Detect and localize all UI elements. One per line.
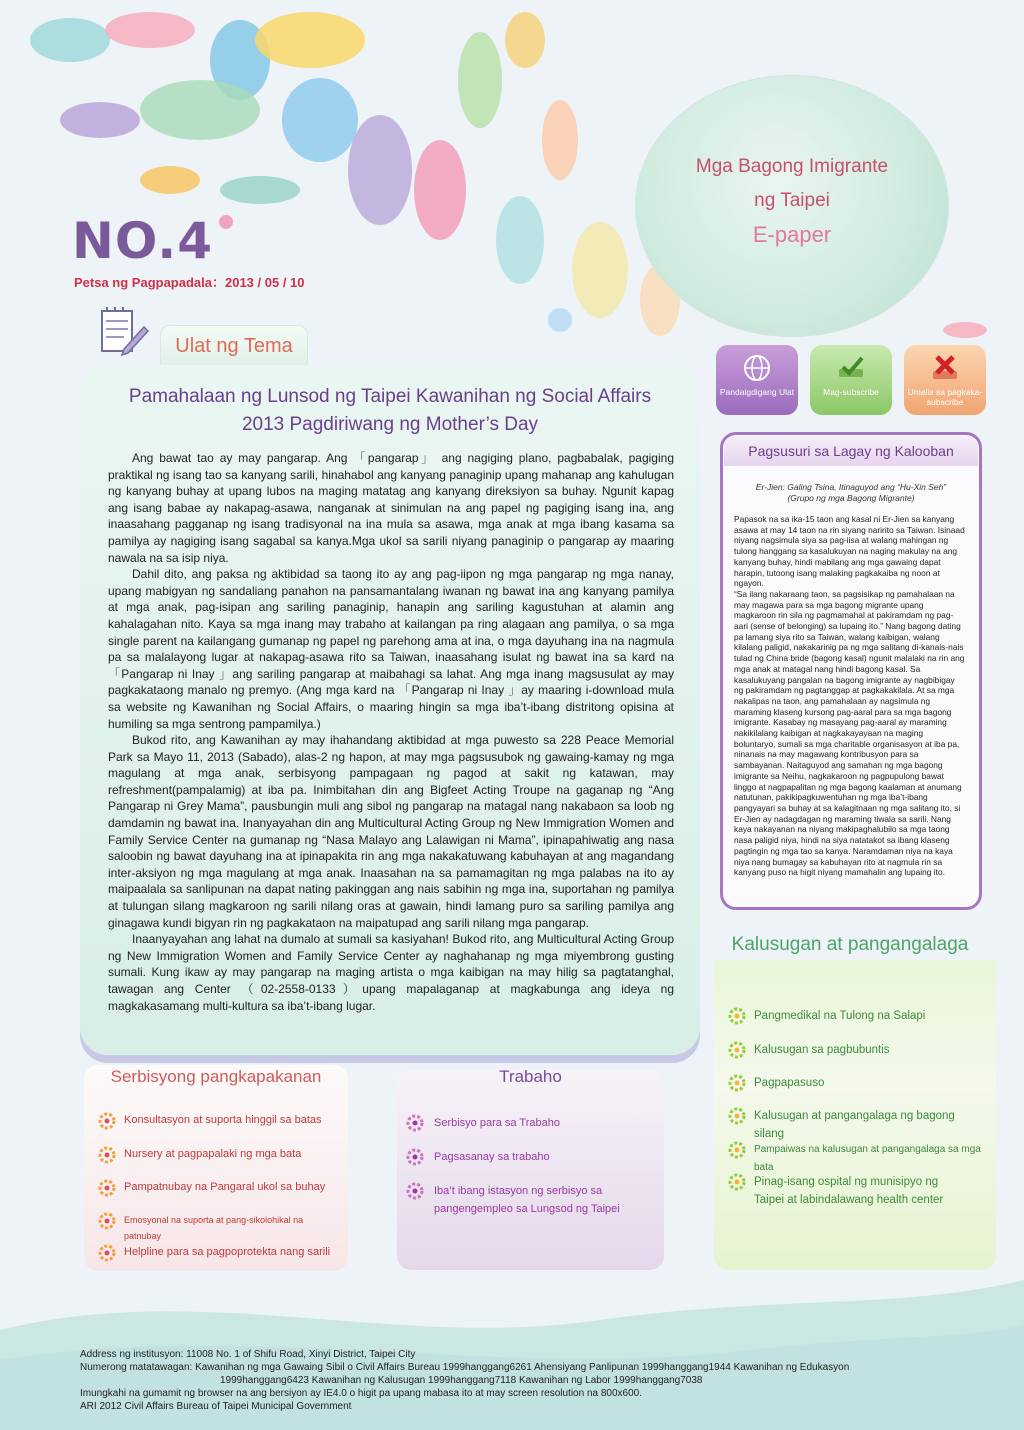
article-title-line2: 2013 Pagdiriwang ng Mother’s Day [241,414,539,435]
epaper-title-line2: ng Taipei [754,190,830,211]
health-link-child-preventive[interactable] [728,1141,988,1177]
health-link-hospital-centers[interactable] [728,1173,968,1209]
unsubscribe-button[interactable] [904,345,986,415]
welfare-link-label: Emosyonal na suporta at pang-sikolohikal na patnubay [124,1215,304,1241]
health-link-breastfeeding[interactable] [728,1074,988,1092]
welfare-link-label: Konsultasyon at suporta hinggil sa batas [124,1114,322,1126]
article-title [90,383,690,439]
tab-theme-report[interactable]: Ulat ng Tema [160,325,308,367]
welfare-link-life-guidance[interactable] [98,1179,342,1195]
bullet-flower-icon [728,1173,746,1191]
health-link-newborn-care[interactable] [728,1107,988,1143]
welfare-link-emotional-support[interactable] [98,1212,342,1244]
mood-paragraph: “Sa ilang nakaraang taon, sa pagsisikap ng pamahalaan na may magawa para sa mga bagong migrante upang magkaroon rin sila ng pagmamahal at pakiramdam ng pag-aari (sense of belonging) sa lupaing ito.” Nang bagong dating pa lamang siya rito sa Taiwan, walang kaibigan, walang kilalang paligid, nakakarinig pa ng mga salitang di-kanais-nais tulad ng China bride (bagong kasal) ngunit malalaki na rin ang mga anak at matagal nang hindi bagong kasal. Sa kasalukuyang pangalan na bagong imigrante ay nagbibigay ng pakiramdam ng pagtanggap at pagkakakilala. At sa mga nakalipas na taon, ang pamahalaan ay nagsimula ng maraming klaseng kursong pag-aaral para sa mga bagong imigrante. Kasabay ng masayang pag-aaral ay maraming nakikilalang kaibigan at nagkakayayaan na maging boluntaryo, sumali sa mga charitable organisasyon at iba pa, ninanais na may magawang kontribusyon para sa sambayanan. Naitaguyod ang samahan ng mga bagong imigrante sa Neihu, nagkakaroon ng pagpupulong bawat linggo at nagpapalitan ng mga bagong kaalaman at anumang natutunan, pakikipagkuwentuhan ng mga iba’t-ibang pangyayari sa buhay at sa kalagitnaan ng mga salitang ito, si Er-Jien ay nadagdagan ng maraming tiwala sa sarili. Nang kaya nakayanan na niyang makipaghalubilo sa mga taong nasa paligid niya, hindi na siya natatakot sa ibang klaseng pagtingin ng mga tao sa kanya. Naramdaman niya na kaya niya nang bumagay sa kabuhayan rito at nagmula rin sa kanyang puso na higit niyang mamahalin ang lupaing ito. [734,588,965,878]
mood-review-heading: Pagsusuri sa Lagay ng Kalooban [724,436,978,466]
health-section-title: Kalusugan at pangangalaga [731,934,969,955]
subscribe-button[interactable] [810,345,892,415]
bullet-flower-icon [98,1146,116,1164]
bullet-flower-icon [406,1182,424,1200]
welfare-link-label: Nursery at pagpapalaki ng mga bata [124,1148,302,1160]
bullet-flower-icon [98,1212,116,1230]
bullet-flower-icon [728,1041,746,1059]
subscribe-label: Mag-subscribe [823,387,879,397]
health-link-label: Pinag-isang ospital ng munisipyo ng Taipei at labindalawang health center [754,1176,944,1206]
bullet-flower-icon [98,1244,116,1262]
health-link-label: Kalusugan sa pagbubuntis [754,1044,890,1056]
health-link-label: Pangmedikal na Tulong na Salapi [754,1010,926,1022]
globe-icon [742,353,772,383]
health-link-label: Kalusugan at pangangalaga ng bagong silang [754,1110,955,1140]
work-link-stations[interactable] [406,1182,626,1218]
work-link-label: Serbisyo para sa Trabaho [434,1117,560,1129]
bullet-flower-icon [728,1107,746,1125]
checkmark-icon [836,353,866,383]
unsubscribe-label: Umalis sa pagkaka-subscribe [907,387,983,407]
article-paragraph: Inaanyayahan ang lahat na dumalo at sumali sa kasiyahan! Bukod rito, ang Multicultural Acting Group ng New Immigration Women and Family Service Center ay naghahanap ng mga miyembrong gusting sumali. Kung ikaw ay may pangarap na maging artista o mga kaibigan na may hilig sa pagtatanghal, tawagan ang Center （02-2558-0133）upang mapalaganap at magkabunga ang ideya ng magkakasamang multi-kultura sa iba’t-ibang lugar. [108,932,674,1013]
bullet-flower-icon [728,1141,746,1159]
article-paragraph: Dahil dito, ang paksa ng aktibidad sa taong ito ay ang pag-iipon ng mga pangarap ng mga nanay, upang mabigyan ng sandaliang panahon na pansamantalang iwanan ng bawat ina ang kanyang pamilya at mga anak, pag-isipan ang sariling panaginip, hanapin ang sariling kagustuhan at alamin ang kahalagahan nito. Kaya sa mga inang may trabaho at kailangan pa ring alagaan ang pamilya, o sa mga single parent na kailangang gumanap ng papel ng parehong ama at ina, o mga dayuhang ina na nagmula pa sa malalayong lugar at nakapag-asawa rito sa Taiwan, inaasahang isulat ng bawat ina sa kard na 「Pangarap ni Inay 」ang sariling pangarap at maibahagi sa lahat. Ang mga inang magsusulat ay may pagkakataong manalo ng premyo. (Ang mga kard na 「Pangarap ni Inay 」ay maaring i-download mula sa website ng Kawanihan ng Social Affairs, o maaring hingin sa mga iba’t-ibang distritong opisina at humiling sa mga sentrong pampamilya.) [108,567,674,731]
international-report-label: Pandaigdigang Ulat [719,387,795,397]
welfare-link-legal[interactable] [98,1112,342,1128]
footer-phone-line2: 1999hanggang6423 Kawanihan ng Kalusugan 1999hanggang7118 Kawanihan ng Labor 1999hanggang7038 [220,1375,703,1386]
notepad-pencil-icon [98,305,150,357]
welfare-link-nursery[interactable] [98,1146,342,1162]
bullet-flower-icon [728,1007,746,1025]
welfare-section-title: Serbisyong pangkapakanan [110,1067,322,1086]
international-report-button[interactable] [716,345,798,415]
mood-author-line2: (Grupo ng mga Bagong Migrante) [787,493,915,503]
article-paragraph: Ang bawat tao ay may pangarap. Ang 「pangarap」 ang nagiging plano, pagbabalak, pagiging praktikal ng isang tao sa kanyang sarili, hinahabol ang kanyang panaginip upang mahanap ang kahulugan ng kanyang buhay at upang lubos na maging matatag ang kanyang direksiyon sa buhay. Ngunit kapag ang isang babae ay nakapag-asawa, nanganak at sinimulan na ang papel ng pagiging isang ina, ang inaasahang pagganap ng isang tradisyonal na ina mula sa asawa, mga anak at mga ibang kasama sa pamilya ay nagiging isang sagabal sa kanya.Mga ukol sa sarili niyang panaginip o pangarap ay maaring nawala na sa isip niya. [108,451,674,565]
work-link-label: Pagsasanay sa trabaho [434,1151,550,1163]
footer-copyright: ARI 2012 Civil Affairs Bureau of Taipei Municipal Government [80,1401,352,1412]
issue-number: NO.4 [72,212,214,270]
welfare-link-label: Pampatnubay na Pangaral ukol sa buhay [124,1181,326,1193]
mood-paragraph: Papasok na sa ika-15 taon ang kasal ni Er-Jien sa kanyang asawa at may 14 taon na rin siyang naririto sa Taiwan. Isinaad niyang nagsimula siya sa pag-iisa at walang mahingan ng tulong hanggang sa kasalukuyan na naging makulay na ang kanyang buhay, hindi mabilang ang mga gawaing dapat harapin, tutoong isang malaking pagkakaiba ng noon at ngayon. [734,514,965,589]
bullet-flower-icon [406,1114,424,1132]
health-link-pregnancy[interactable] [728,1041,988,1059]
bullet-flower-icon [98,1112,116,1130]
footer-browser-note: Imungkahi na gumamit ng browser na ang bersiyon ay IE4.0 o higit pa upang mabasa ito at may screen resolution na 800x600. [80,1388,643,1399]
publication-date: Petsa ng Pagpapadala：2013 / 05 / 10 [74,275,305,290]
mood-review-body [734,514,966,878]
work-link-training[interactable] [406,1148,656,1166]
work-link-employment-service[interactable] [406,1114,656,1132]
epaper-title-line1: Mga Bagong Imigrante [695,156,889,177]
health-link-medical-aid[interactable] [728,1007,988,1025]
health-link-label: Pampaiwas na kalusugan at pangangalaga sa mga bata [754,1144,981,1173]
bullet-flower-icon [98,1179,116,1197]
footer-address: Address ng institusyon: 11008 No. 1 of Shifu Road, Xinyi District, Taipei City [80,1349,416,1360]
bullet-flower-icon [728,1074,746,1092]
bullet-flower-icon [406,1148,424,1166]
mood-author-line1: Er-Jien: Galing Tsina, Itinaguyod ang “Hu-Xin Seh” [755,482,947,492]
work-link-label: Iba’t ibang istasyon ng serbisyo sa pangengempleo sa Lungsod ng Taipei [434,1185,620,1215]
article-paragraph: Bukod rito, ang Kawanihan ay may ihahandang aktibidad at mga puwesto sa 228 Peace Memorial Park sa Mayo 11, 2013 (Sabado), alas-2 ng hapon, at may mga pagsusubok ng gawaing-kamay ng mga magulang at mga anak, serbisyong pampagaan ng pagod at sakit ng katawan, may refreshment(pampalamig) at iba pa. Inimbitahan din ang Bigfeet Acting Troupe na gaganap ng “Ang Pangarap ni Grey Mama”, pausbungin muli ang sibol ng pangarap na matagal nang nakabaon sa loob ng damdamin ng bawat ina. Inanyayahan din ang Multicultural Acting Group ng New Immigration Women and Family Service Center na gumanap ng “Nasa Malayo ang Lalawigan ni Mama”, ipinapahiwatig ang nasa saloobin ng bawat dayuhang ina at ipinapakita rin ang mga nakakatuwang kabuhayan at ang magandang inter-aksiyon ng mga magulang at mga anak. Inaasahan na sa pamamagitan ng mga palabas na ito ay maipaalala sa sanlipunan na dapat nating pakinggan ang nais sabihin ng mga ina, suportahan ng pamilya at tulungan silang magkaroon ng sarili nilang oras at gawain, hindi lamang puro sa sariling pamilya ang ginagawa kundi bigyan rin ng pagkakataon na maipatupad ang sarili nilang mga pangarap. [108,733,674,930]
article-title-line1: Pamahalaan ng Lunsod ng Taipei Kawanihan ng Social Affairs [128,386,652,407]
work-panel [397,1070,664,1270]
footer-phone-line1: Numerong matatawagan: Kawanihan ng mga Gawaing Sibil o Civil Affairs Bureau 1999hanggang6261 Ahensiyang Panlipunan 1999hanggang1944 Kawanihan ng Edukasyon [80,1362,850,1373]
epaper-title-line3: E-paper [752,222,832,247]
health-link-label: Pagpapasuso [754,1077,825,1089]
mood-author [730,482,972,504]
article-body [108,450,674,1014]
welfare-link-helpline[interactable] [98,1244,342,1260]
close-icon [930,353,960,383]
welfare-link-label: Helpline para sa pagpoprotekta nang sarili [124,1246,331,1258]
work-section-title: Trabaho [499,1067,562,1086]
